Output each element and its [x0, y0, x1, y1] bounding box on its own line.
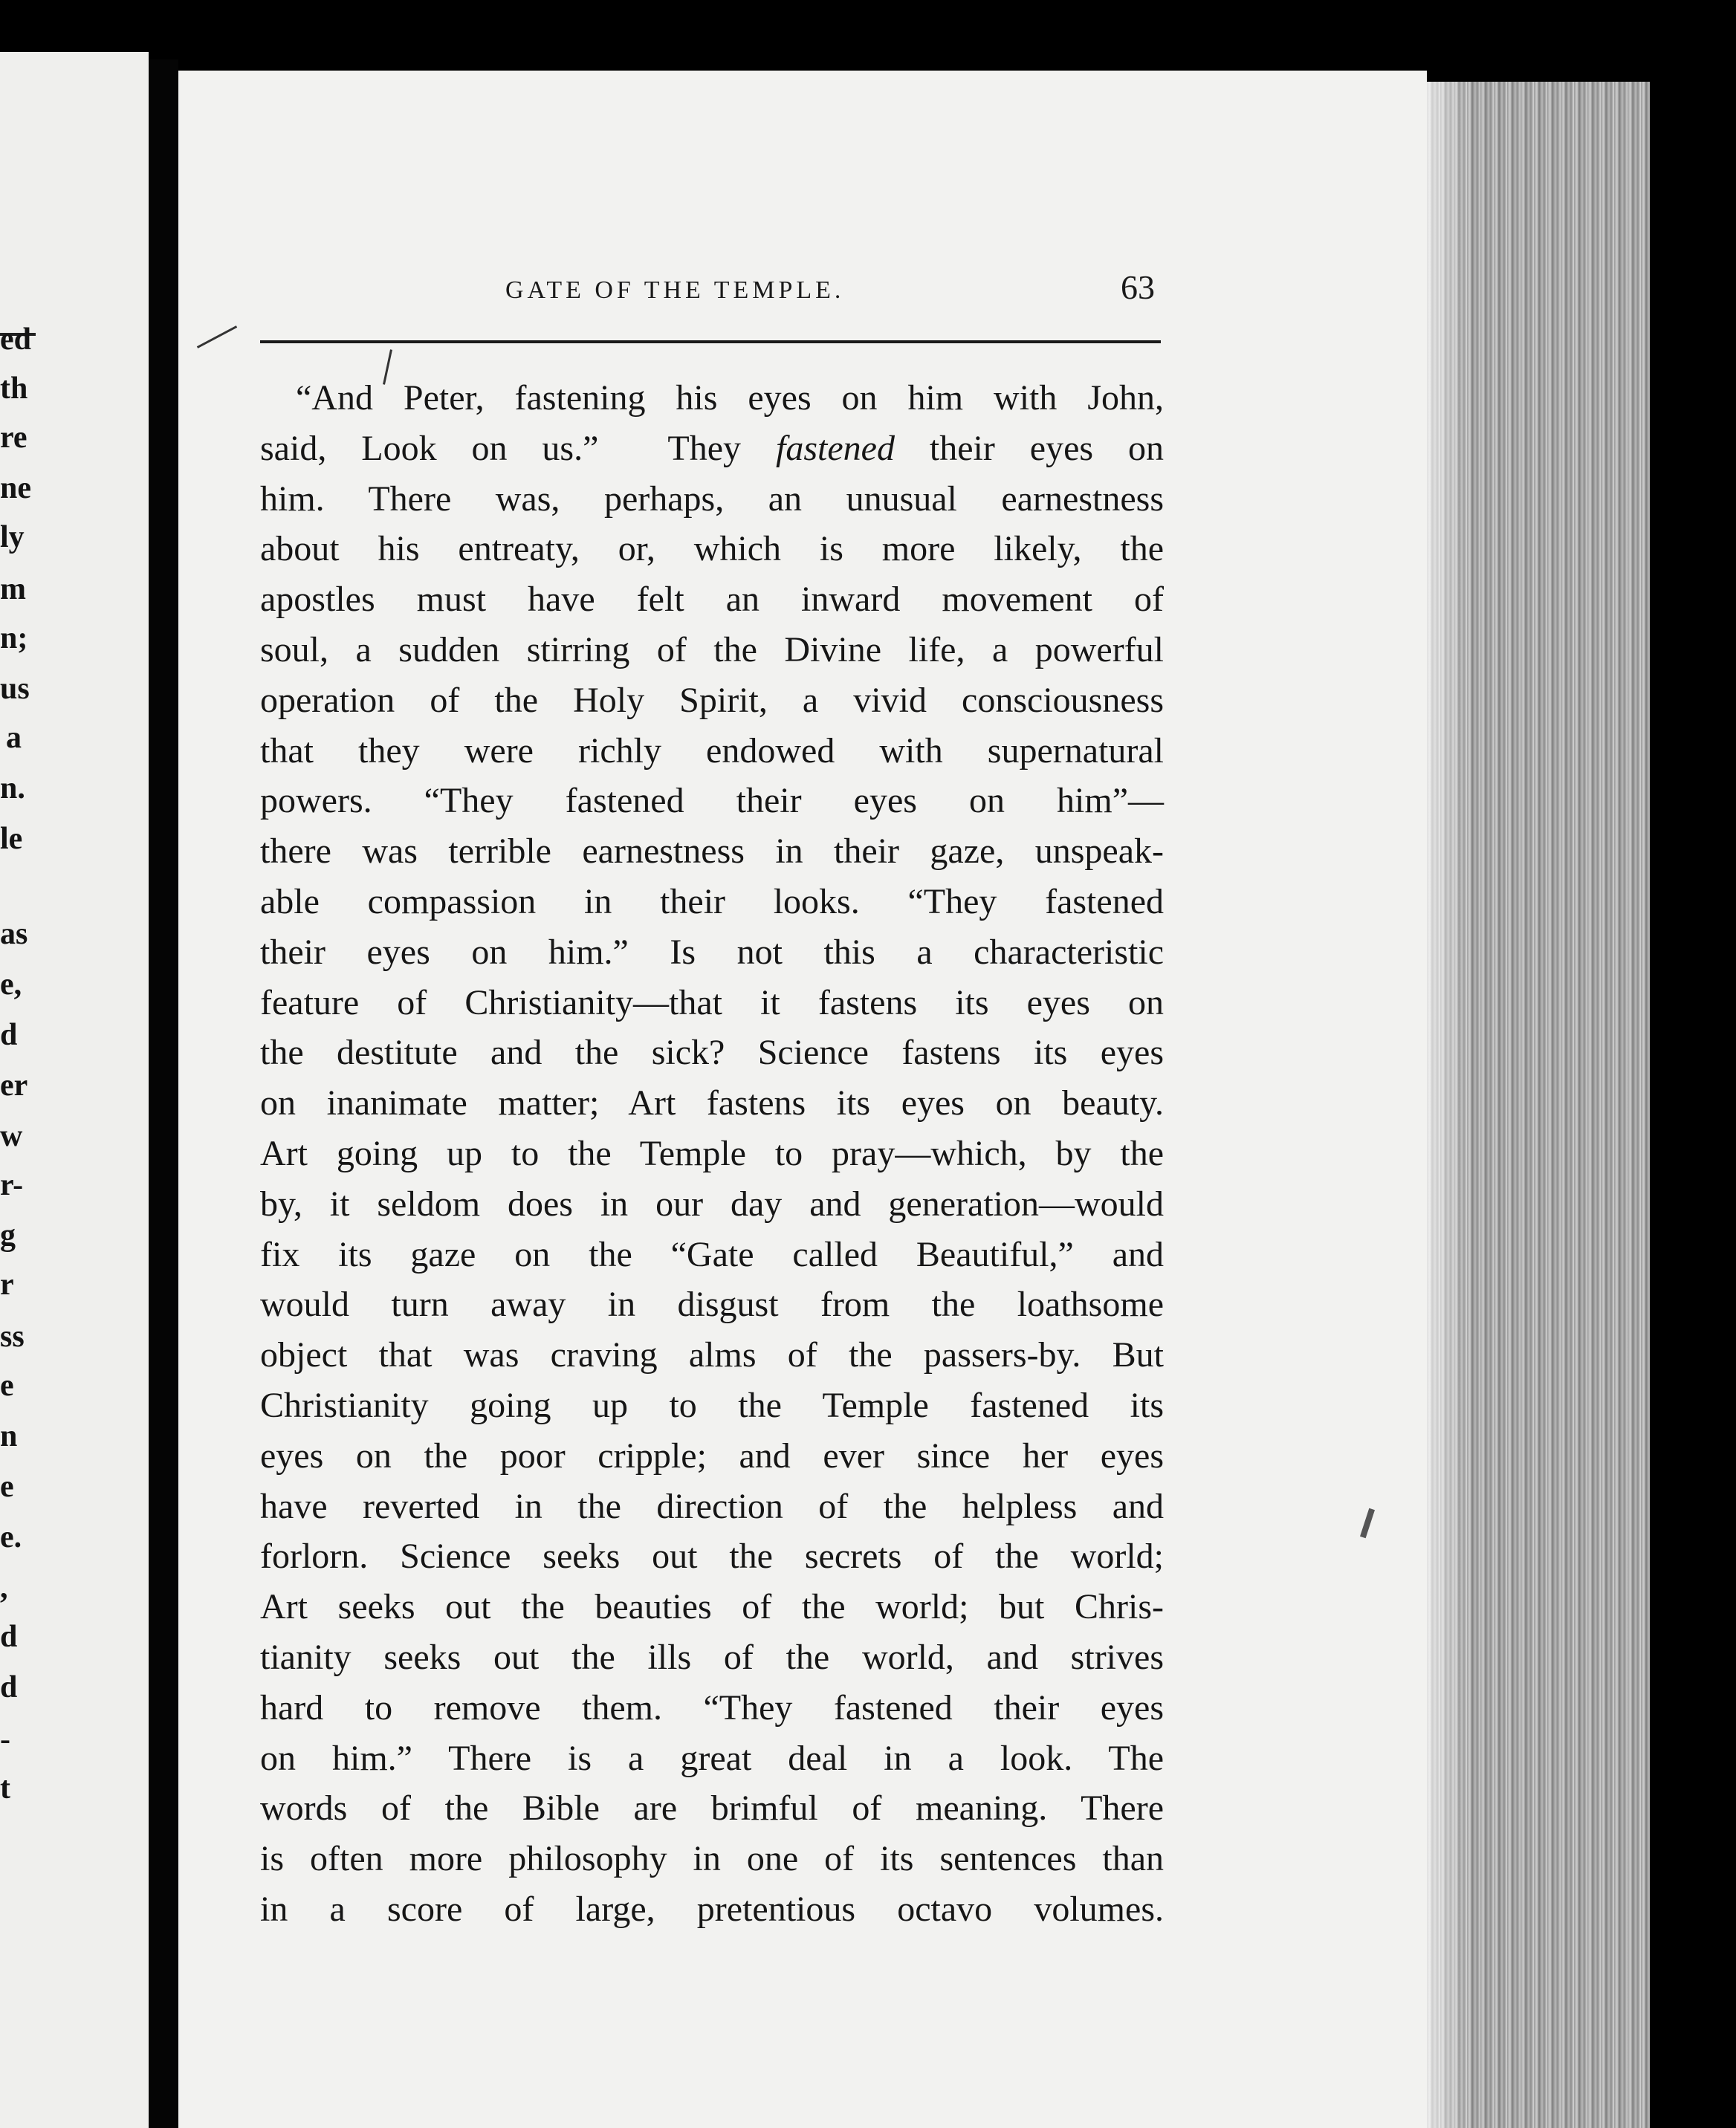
text-line: the destitute and the sick? Science fastens its eyes: [260, 1033, 1164, 1073]
left-page-fragment-text: g: [0, 1219, 16, 1253]
left-page-fragment-text: ly: [0, 520, 25, 554]
running-head: GATE OF THE TEMPLE.: [505, 276, 845, 304]
text-line: tianity seeks out the ills of the world, and strives: [260, 1637, 1164, 1677]
text-line: hard to remove them. “They fastened their eyes: [260, 1687, 1164, 1728]
left-page-fragment-text: r-: [0, 1168, 24, 1202]
body-text: [260, 373, 1164, 1935]
left-page-fragment-text: d: [0, 1620, 18, 1654]
text-line: Christianity going up to the Temple fastened its: [260, 1385, 1164, 1425]
left-page-fragment-text: ed: [0, 322, 31, 357]
page-edge-highlight: [1427, 82, 1471, 2128]
left-page-fragment-text: ss: [0, 1320, 25, 1354]
text-line: that they were richly endowed with supernatural: [260, 730, 1164, 771]
left-page-fragment-text: n.: [0, 771, 25, 805]
left-page-fragment-text: e.: [0, 1520, 22, 1554]
text-line: on inanimate matter; Art fastens its eyes on beauty.: [260, 1083, 1164, 1123]
left-page-fragment-text: e: [0, 1470, 14, 1504]
book-gutter: [149, 59, 178, 2128]
text-line: on him.” There is a great deal in a look. The: [260, 1738, 1164, 1778]
left-page-fragment-text: n;: [0, 621, 28, 655]
text-line: him. There was, perhaps, an unusual earnestness: [260, 479, 1164, 519]
left-page-fragment-text: n: [0, 1419, 18, 1453]
italic-word: fastened: [775, 428, 895, 468]
left-page-fragment-text: r: [0, 1268, 14, 1302]
text-line: able compassion in their looks. “They fastened: [260, 881, 1164, 921]
left-page-fragment-text: t: [0, 1771, 10, 1806]
left-page-fragment-text: ne: [0, 471, 31, 505]
text-line: Art going up to the Temple to pray—which, by the: [260, 1133, 1164, 1173]
header-rule: [260, 340, 1161, 343]
left-page-fragment-text: m: [0, 572, 26, 606]
text-line: Art seeks out the beauties of the world; but Chris-: [260, 1587, 1164, 1627]
text-line: powers. “They fastened their eyes on him”—: [260, 781, 1164, 821]
text-line: operation of the Holy Spirit, a vivid consciousness: [260, 680, 1164, 720]
left-page-fragment-text: as: [0, 917, 28, 951]
text-line: their eyes on him.” Is not this a characteristic: [260, 932, 1164, 972]
text-line: apostles must have felt an inward movement of: [260, 580, 1164, 620]
text-line: by, it seldom does in our day and generation—would: [260, 1184, 1164, 1224]
text-line: have reverted in the direction of the helpless and: [260, 1486, 1164, 1526]
text-line: eyes on the poor cripple; and ever since her eyes: [260, 1436, 1164, 1476]
left-page-fragment-text: us: [0, 672, 30, 706]
text-line: would turn away in disgust from the loathsome: [260, 1285, 1164, 1325]
left-page-fragment-text: d: [0, 1670, 18, 1704]
left-page-fragment-text: e: [0, 1369, 14, 1403]
left-page-fragment-text: er: [0, 1068, 28, 1103]
left-page-fragment-text: th: [0, 372, 28, 406]
left-page-fragment-text: e,: [0, 967, 22, 1002]
text-line: forlorn. Science seeks out the secrets of the world;: [260, 1537, 1164, 1577]
left-page-fragment-text: w: [0, 1119, 23, 1153]
text-segment: their eyes on: [894, 428, 1165, 468]
text-line: feature of Christianity—that it fastens its eyes on: [260, 982, 1164, 1022]
left-page-fragment-text: -: [0, 1722, 10, 1756]
left-page-fragment: [0, 52, 149, 2128]
left-page-fragment-text: d: [0, 1018, 18, 1052]
text-line: fix its gaze on the “Gate called Beautiful,” and: [260, 1234, 1164, 1274]
text-line: “And Peter, fastening his eyes on him with John,: [296, 378, 1164, 418]
page-number: 63: [1121, 268, 1155, 306]
text-line: [260, 424, 1164, 474]
text-line: in a score of large, pretentious octavo volumes.: [260, 1889, 1164, 1929]
text-line: soul, a sudden stirring of the Divine life, a powerful: [260, 629, 1164, 669]
text-line: is often more philosophy in one of its sentences than: [260, 1839, 1164, 1879]
text-line: there was terrible earnestness in their gaze, unspeak-: [260, 831, 1164, 872]
left-page-fragment-text: re: [0, 421, 27, 455]
left-page-fragment-text: ,: [0, 1571, 8, 1605]
text-line: object that was craving alms of the passers-by. But: [260, 1335, 1164, 1375]
left-page-fragment-text: a: [6, 721, 22, 755]
left-page-fragment-text: le: [0, 822, 23, 856]
text-segment: said, Look on us.” They: [260, 428, 776, 468]
text-line: about his entreaty, or, which is more likely, the: [260, 529, 1164, 569]
text-line: words of the Bible are brimful of meaning. There: [260, 1788, 1164, 1829]
